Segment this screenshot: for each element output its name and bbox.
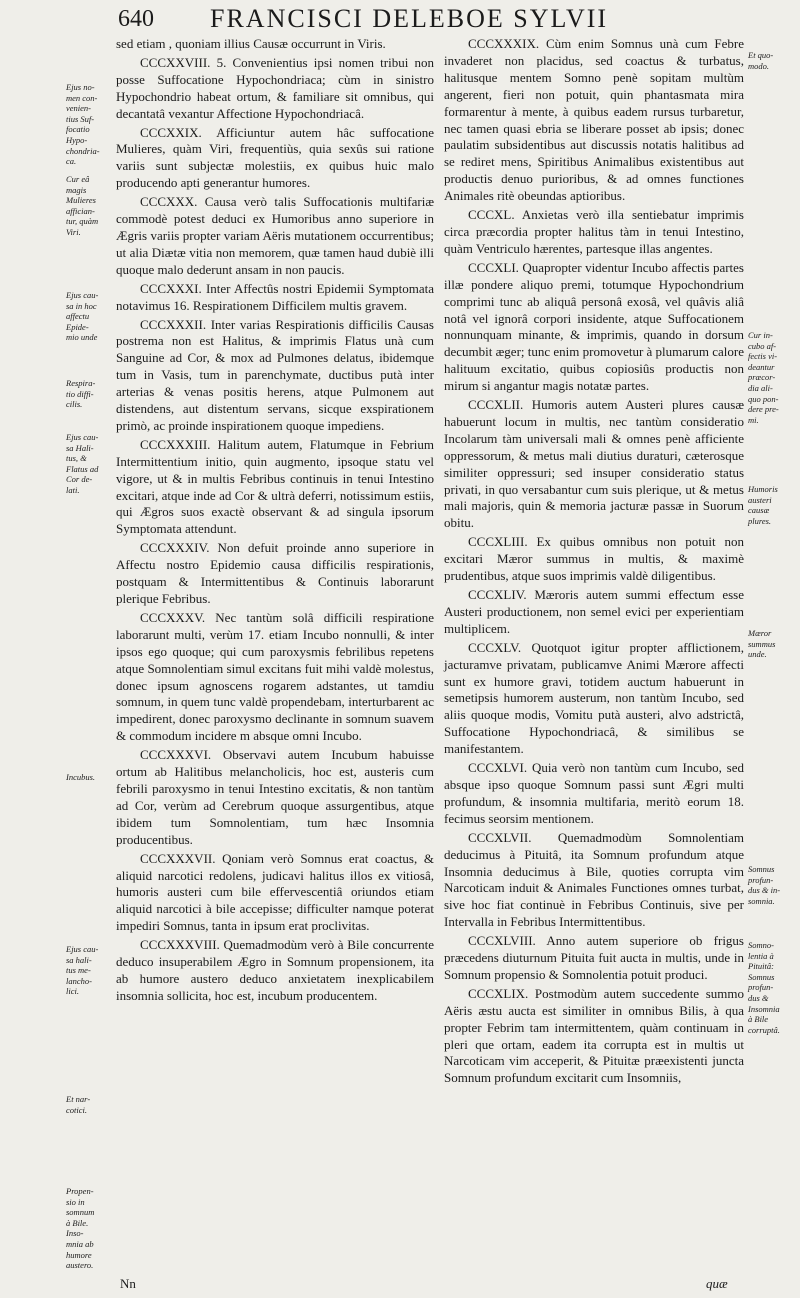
paragraph-cccxli: CCCXLI. Quapropter videntur Incubo affectis partes illæ pondere aliquo premi, totumque Hypochondrium comprimi tunc ab aliquâ personâ exosâ, vel quâvis aliâ notâ vel ignorâ corpori insidente, atque Suffocationem nonnunquam minante, & imprimis, quando in dorsum decumbit æger; tunc enim promovetur à plumarum calore halituum excitatio, quibus copiosiûs productis non mirum si angantur magis notatæ partes. — [444, 259, 744, 394]
margin-note: Et quo- modo. — [748, 50, 774, 71]
margin-note: Ejus no- men con- venien- tius Suf- focatio Hypo- chondria- ca. — [66, 82, 100, 167]
margin-note: Propen- sio in somnum à Bile. Inso- mnia ab humore austero. — [66, 1186, 95, 1271]
paragraph-cccxxviii: CCCXXVIII. 5. Convenientius ipsi nomen tribui non posse Suffocatione Hypochondriaca; cùm in sinistro Hypochondrio habeat ortum, & familiare sit omnibus, qui decantatâ vexantur Affectione Hypochondriacâ. — [116, 54, 434, 121]
signature-mark: Nn — [120, 1276, 136, 1291]
margin-note: Cur in- cubo af- fectis vi- deantur præcor- dia ali- quo pon- dere pre- mi. — [748, 330, 779, 425]
margin-note: Mæror summus unde. — [748, 628, 776, 660]
page-number: 640 — [118, 6, 154, 32]
margin-note: Cur eâ magis Mulieres affician- tur, quàm Viri. — [66, 174, 99, 237]
paragraph-cccxlii: CCCXLII. Humoris autem Austeri plures causæ habuerunt locum in multis, nec tantùm consideratio Incolarum tàm universali mali & omnes penè afficiente oppressorum, & metus mali diutius duraturi, cæterosque similiter oppressuri; sed insuper consideratio status privati, in quo versabantur cum suis plerique, ut & metus mali majoris, quin & memoria jacturæ passæ in Suorum obitu. — [444, 397, 744, 531]
margin-note: Humoris austeri causæ plures. — [748, 484, 778, 526]
paragraph-cccxxxi: CCCXXXI. Inter Affectûs nostri Epidemii Symptomata notavimus 16. Respirationem Difficilem multis gravem. — [116, 280, 434, 313]
paragraph-cccxlv: CCCXLV. Quotquot igitur propter afflictionem, jacturamve privatam, publicamve Animi Mærore affecti sunt ex humore gravi, totidem auctum habuerunt in semetipsis humorem austerum, non tantùm Incubo, sed aliis quoque modis, Vomitu putà austeri, alvo adstrictâ, Suffocatione Hypochondriacâ, & similibus se manifestantem. — [444, 639, 744, 757]
margin-note: Ejus cau- sa Hali- tus, & Flatus ad Cor de- lati. — [66, 432, 99, 495]
margin-note: Incubus. — [66, 772, 96, 782]
margin-note: Somno- lentia à Pituitâ: Somnus profun- dus & Insomnia à Bile corruptâ. — [748, 940, 780, 1035]
paragraph-cccxl: CCCXL. Anxietas verò illa sentiebatur imprimis circa præcordia propter halitus tàm in tenui Intestino, quàm Ventriculo hærentes, partesque illas angentes. — [444, 207, 744, 256]
paragraph-cccxxx: CCCXXX. Causa verò talis Suffocationis multifariæ commodè potest deduci ex Humoribus anno superiore in Ægris variis propter variam Aëris mutationem occurrentibus; ut alia Diætæ vitia non memorem, quæ tamen haud dubiè illi quoque malo dederunt ansam in non paucis. — [116, 194, 434, 277]
margin-note: Ejus cau- sa in hoc affectu Epide- mio unde — [66, 290, 99, 343]
paragraph-cccxxxv: CCCXXXV. Nec tantùm solâ difficili respiratione laborarunt multi, verùm 17. etiam Incubo nonnulli, & inter ipsos ego quoque; qui cum paroxysmis febrilibus repetens atque Somnolentiam simul excitans fuit mihi valdè molestus, donec ipsum agnoscens rogarem adstantes, ut tamdiu somnum, in quem tunc valdè propendebam, interturbarent ac impedirent, donec paroxysmo declinante in somnum suavem & commodum incidere m absque omni Incubo. — [116, 609, 434, 744]
paragraph-cccxxxii: CCCXXXII. Inter varias Respirationis difficilis Causas postrema non est Halitus, & imprimis Flatus unà cum Sanguine ad Cor, & mox ad Pulmones delatus, ibidemque tum in Vasis, tum in parenchymate, ductibus putà inter arterias & venas positis herens, atque Pulmonem aut distendens, aut distentum servans, sicque exspirationem primò, ac proinde inspirationem quoque impediens. — [116, 316, 434, 433]
running-header — [0, 4, 800, 38]
paragraph-cccxxix: CCCXXIX. Afficiuntur autem hâc suffocatione Mulieres, quàm Viri, frequentiùs, quia sexûs sui ratione variis sunt subjectæ molestiis, ex quibus huic malo producendo apti generantur humores. — [116, 124, 434, 191]
right-text-column — [444, 36, 744, 1089]
paragraph-cccxxxvi: CCCXXXVI. Observavi autem Incubum habuisse ortum ab Halitibus melancholicis, hoc est, austeris cum febrili paroxysmo in tenui Intestino excitatis, & non tantùm ad Cor, verùm ad Cerebrum quoque assurgentibus, atque ibidem tum Somnolentiam, tum hæc Insomnia producentibus. — [116, 747, 434, 847]
paragraph-cccxxxix: CCCXXXIX. Cùm enim Somnus unà cum Febre invaderet non placidus, sed coactus & turbatus, halitusque mentem Somno penè sopitam multùm angerent, fieri non potuit, quin phantasmata mira formarentur à mente, à quibus eadem rursus turbaretur, nec tamen quasi ebria se liberare posset ab ipsis; donec paulatim subsidentibus aut discussis notatis halitibus ad se rediret mens, Spiritibus Animalibus existentibus aut productis denuo purioribus, & ad omnes functiones Animales ritè obeundas aptioribus. — [444, 36, 744, 204]
margin-note: Somnus profun- dus & in- somnia. — [748, 864, 781, 906]
margin-note: Ejus cau- sa hali- tus me- lancho- lici. — [66, 944, 99, 997]
paragraph-cccxliii: CCCXLIII. Ex quibus omnibus non potuit non excitari Mæror summus in multis, & maximè prudentibus, atque suos imprimis valdè diligentibus. — [444, 534, 744, 584]
paragraph-cccxxxvii: CCCXXXVII. Qoniam verò Somnus erat coactus, & aliquid narcotici redolens, judicavi halitus illos ex vitiosâ, humoris austeri cum bile effervescentiâ oriundos etiam aliquid narcotici à bile accepisse; difficulter namque poterat impediri Somnus, tanta in ipsum erat proclivitas. — [116, 850, 434, 934]
left-text-column — [116, 36, 434, 1007]
paragraph-cccxliv: CCCXLIV. Mæroris autem summi effectum esse Austeri productionem, non semel evici per experientiam multiplicem. — [444, 587, 744, 636]
running-title: FRANCISCI DELEBOE SYLVII — [210, 4, 609, 33]
paragraph-cccxxxviii: CCCXXXVIII. Quemadmodùm verò à Bile concurrente deduco insuperabilem Ægro in Somnum propensionem, ita ab humore austero deduco anxietatem inexplicabilem insomnia sollicita, hoc est, incubum producentem. — [116, 937, 434, 1003]
catchword: quæ — [706, 1276, 728, 1291]
paragraph-cccxlix: CCCXLIX. Postmodùm autem succedente summo Aëris æstu aucta est similiter in omnibus Bilis, à qua propter Febrim tam intermittentem, quàm continuam in pleri que ortam, eadem ita corrupta est in multis ut Narcoticam vim acceperit, & Pituitæ præexistenti juncta Somnum profundum excitarit cum Insomniis, — [444, 985, 744, 1086]
paragraph-cccxxxiv: CCCXXXIV. Non defuit proinde anno superiore in Affectu nostro Epidemio causa difficilis respirationis, postquam & Intermittentibus & Continuis laborarunt plerique Febribus. — [116, 540, 434, 606]
paragraph-cccxxxiii: CCCXXXIII. Halitum autem, Flatumque in Febrium Intermittentium initio, quin augmento, ipsoque statu vel vigore, ut & in multis Febribus continuis in tenui Intestino excitari, atque inde ad Cor & ultrà deferri, notissimum estiis, qui Ægros suos exactè observant & ad singula ipsorum Symptomata attendunt. — [116, 436, 434, 537]
margin-note: Et nar- cotici. — [66, 1094, 91, 1115]
paragraph-cccxlviii: CCCXLVIII. Anno autem superiore ob frigus præcedens diuturnum Pituita fuit aucta in multis, unde in Somnum propensio & Somnolentia potuit produci. — [444, 933, 744, 982]
paragraph-cccxlvii: CCCXLVII. Quemadmodùm Somnolentiam deducimus à Pituitâ, ita Somnum profundum atque Insomnia deducimus à Bile, quoties corrupta vim Narcoticam induit & Animales Functiones omnes turbat, sive hoc fiat continuè in Febribus Continuis, sive per Intervalla in Febribus Intermittentibus. — [444, 829, 744, 930]
paragraph-cccxlvi: CCCXLVI. Quia verò non tantùm cum Incubo, sed absque ipso quoque Somnum passi sunt Ægri multi profundum, & insomnia multifaria, meritò eorum 18. fecimus seorsim mentionem. — [444, 760, 744, 826]
paragraph-continuation: sed etiam , quoniam illius Causæ occurrunt in Viris. — [116, 36, 386, 51]
margin-note: Respira- tio diffi- cilis. — [66, 378, 96, 410]
